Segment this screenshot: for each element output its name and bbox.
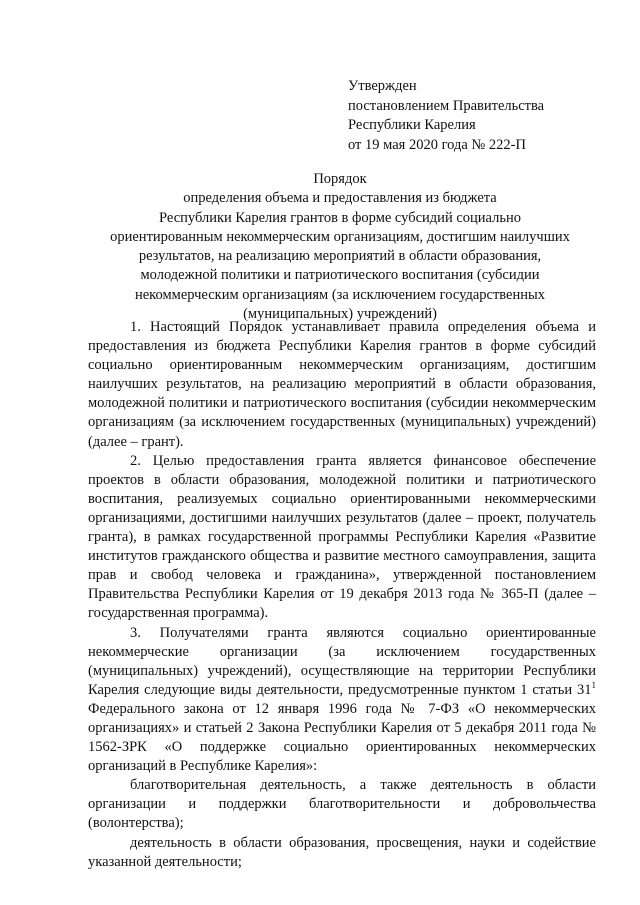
title-line: некоммерческим организациям (за исключением государственных bbox=[134, 286, 546, 303]
document-body bbox=[88, 318, 596, 872]
title-line: ориентированным некоммерческим организациям, достигшим наилучших bbox=[110, 228, 570, 245]
title-heading: Порядок bbox=[313, 171, 367, 187]
approval-line: Утвержден bbox=[348, 78, 417, 94]
approval-line: постановлением Правительства bbox=[348, 97, 545, 114]
paragraph-1: 1. Настоящий Порядок устанавливает правила определения объема и предоставления из бюджета Республики Карелия грантов в форме субсидий социально ориентированным некоммерческим организациям, достигшим наилучших результатов, на реализацию мероприятий в области образования, молодежной политики и патриотического воспитания (субсидии некоммерческим организациям (за исключением государственных (муниципальных) учреждений) (далее – грант). bbox=[88, 319, 596, 450]
list-item-education: деятельность в области образования, просвещения, науки и содействие указанной деятельности; bbox=[88, 834, 596, 870]
title-line: Республики Карелия грантов в форме субсидий социально bbox=[159, 209, 521, 226]
approval-line: от 19 мая 2020 года № 222-П bbox=[348, 136, 526, 153]
superscript: 1 bbox=[591, 679, 596, 690]
paragraph-3-text: 3. Получателями гранта являются социально ориентированные некоммерческие организации (за исключением государственных (муниципальных) учреждений), осуществляющие на территории Республики Карелия следующие виды деятельности, предусмотренные пунктом 1 статьи 31 bbox=[88, 624, 596, 698]
approval-stamp bbox=[348, 77, 544, 155]
list-item-charity: благотворительная деятельность, а также деятельность в области организации и поддержки благотворительности и добровольчества (волонтерства); bbox=[88, 777, 596, 832]
paragraph-2: 2. Целью предоставления гранта является финансовое обеспечение проектов в области образования, молодежной политики и патриотического воспитания, реализуемых социально ориентированными некоммерческими организациями, достигшими наилучших результатов (далее – проект, получатель гранта), в рамках государственной программы Республики Карелия «Развитие институтов гражданского общества и развитие местного самоуправления, защита прав и свобод человека и гражданина», утвержденной постановлением Правительства Республики Карелия от 19 декабря 2013 года № 365-П (далее – государственная программа). bbox=[88, 452, 596, 622]
document-title bbox=[80, 170, 600, 324]
title-line: результатов, на реализацию мероприятий в области образования, bbox=[138, 248, 542, 265]
paragraph-3-text-cont: Федерального закона от 12 января 1996 года № 7-ФЗ «О некоммерческих организациях» и статьей 2 Закона Республики Карелия от 5 декабря 2011 года № 1562-ЗРК «О поддержке социально ориентированных некоммерческих организаций в Республике Карелия»: bbox=[88, 700, 596, 775]
title-line: определения объема и предоставления из бюджета bbox=[183, 190, 497, 207]
paragraph-3 bbox=[88, 624, 596, 777]
title-line: (муниципальных) учреждений) bbox=[243, 306, 437, 323]
approval-line: Республики Карелия bbox=[348, 117, 476, 133]
title-line: молодежной политики и патриотического воспитания (субсидии bbox=[140, 267, 540, 284]
